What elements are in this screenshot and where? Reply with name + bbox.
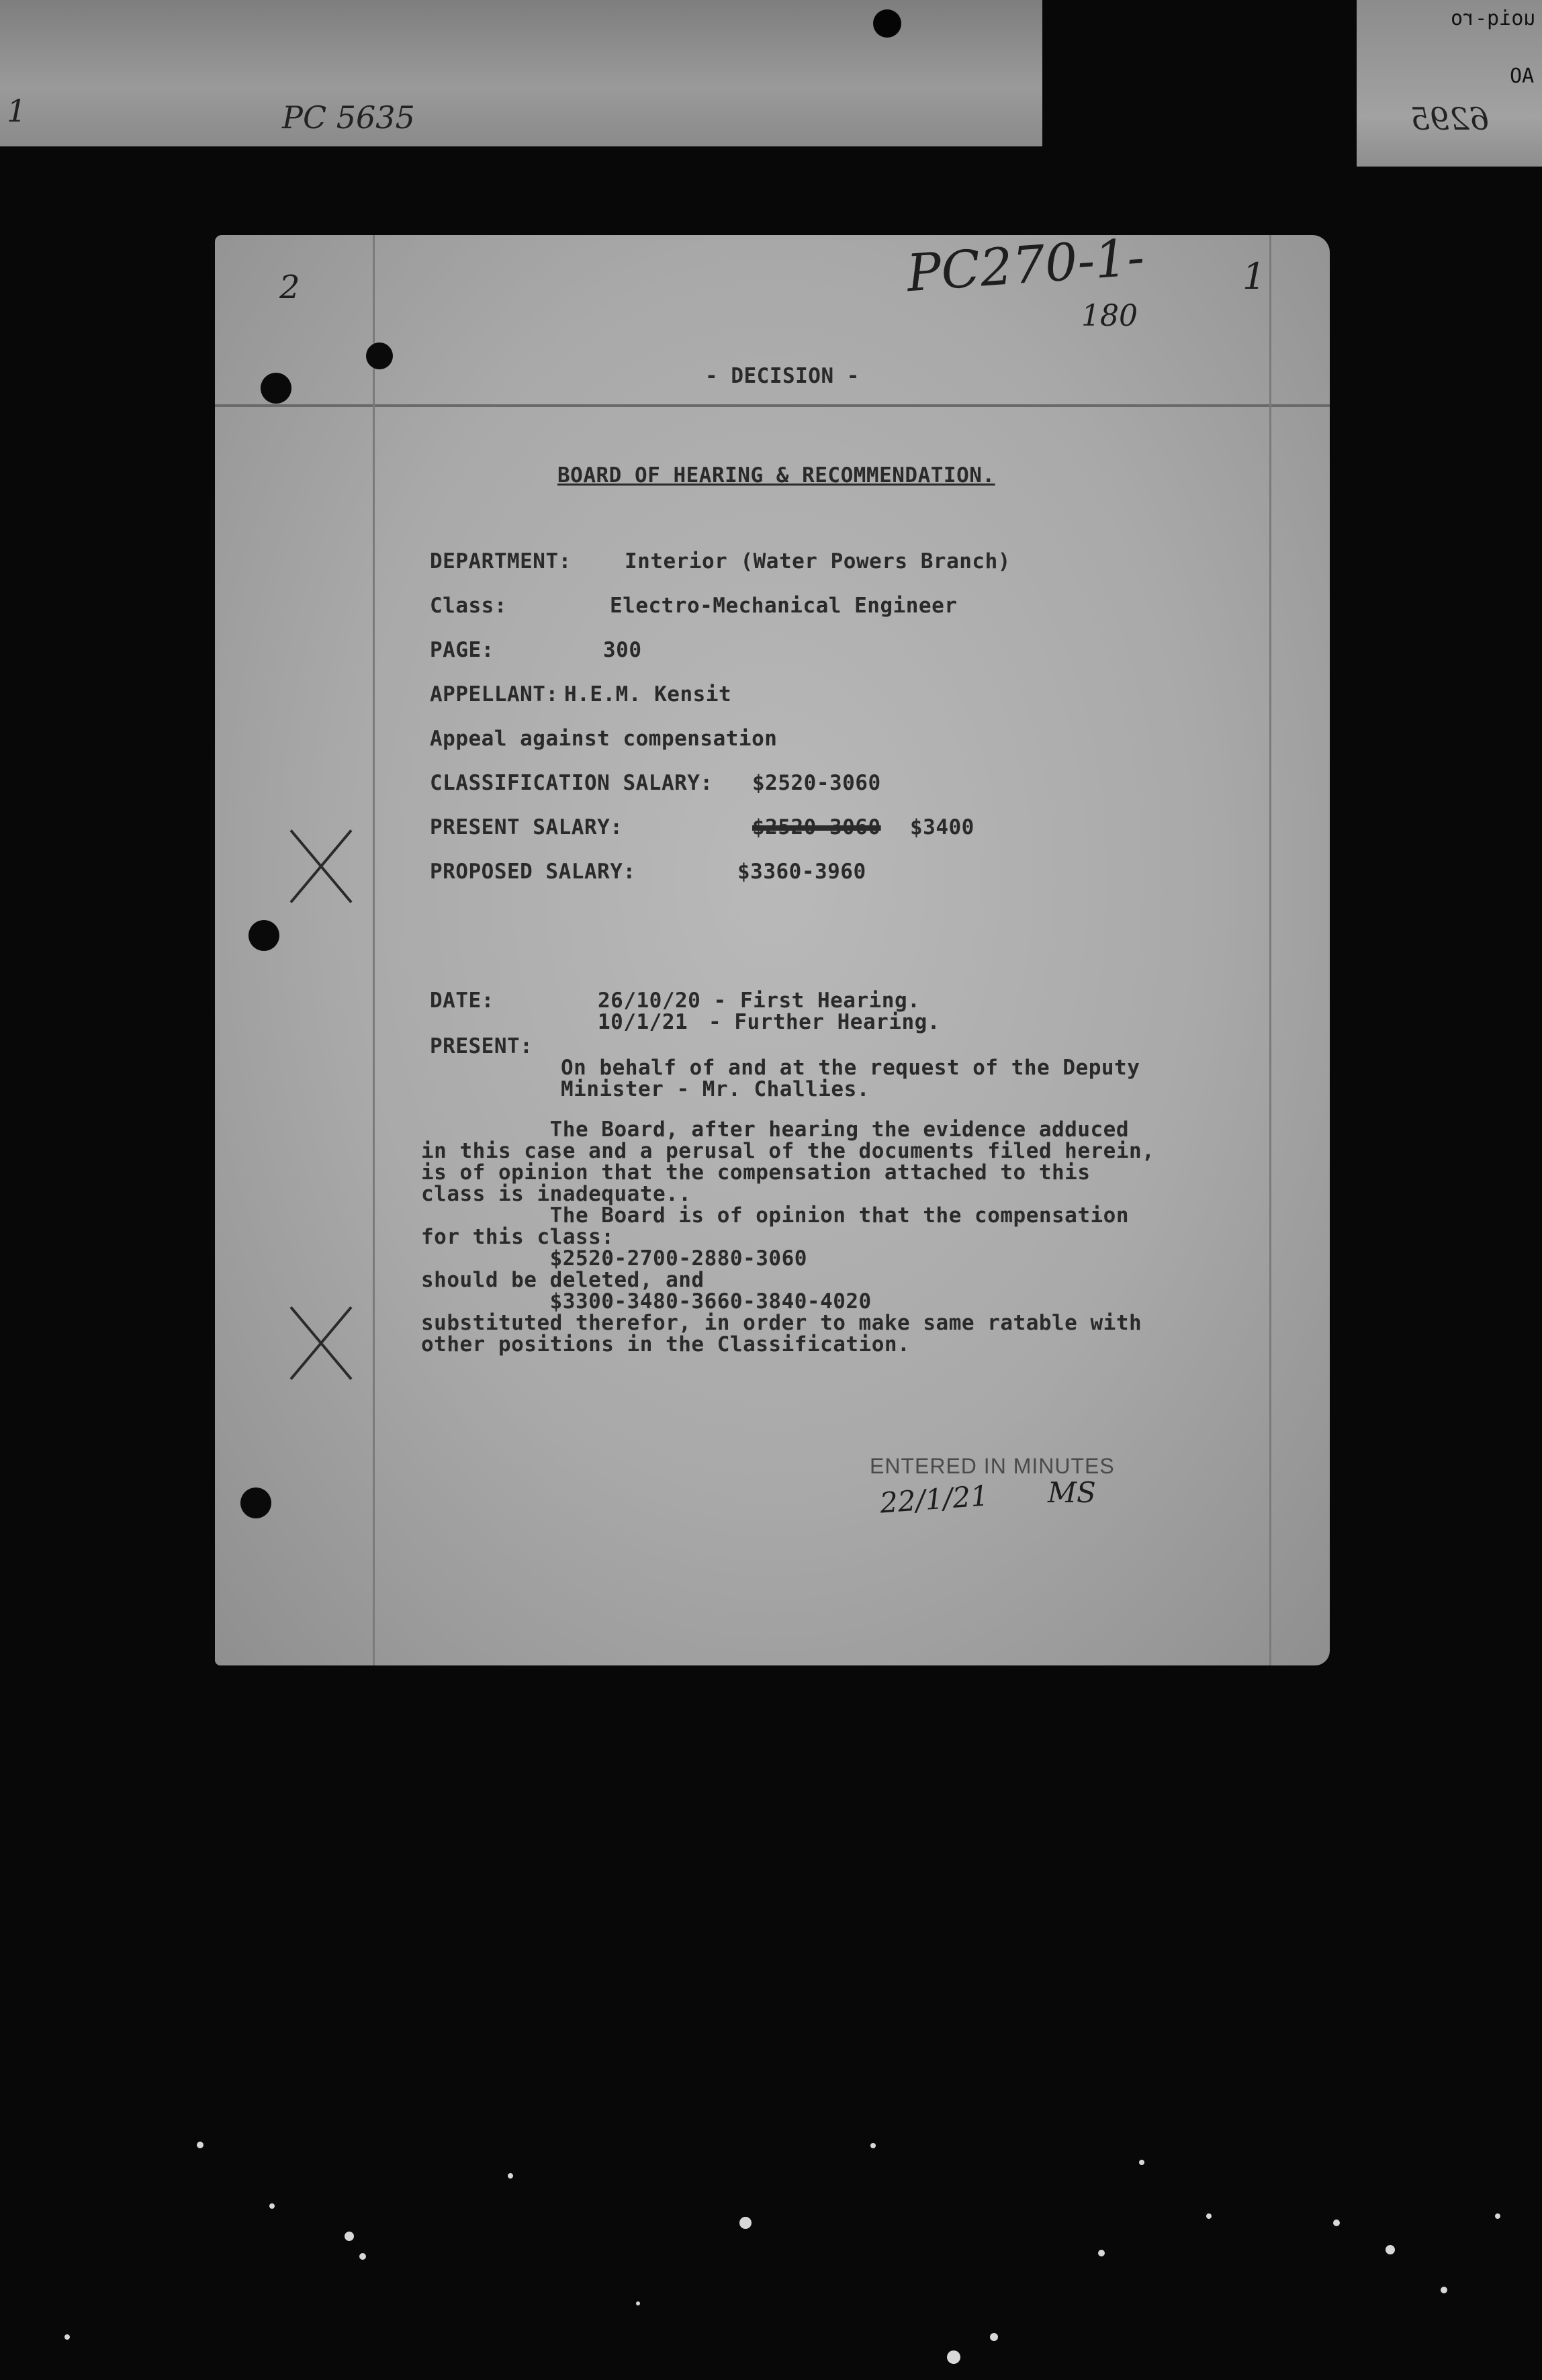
decision-line: should be deleted, and xyxy=(421,1268,705,1292)
decision-line: The Board, after hearing the evidence adduced xyxy=(421,1117,1129,1142)
present-line-2: Minister - Mr. Challies. xyxy=(561,1077,870,1101)
document-title: BOARD OF HEARING & RECOMMENDATION. xyxy=(557,463,995,488)
present-salary-struck: $2520-3060 xyxy=(752,815,881,839)
proposed-salary-value: $3360-3960 xyxy=(737,860,866,884)
mirrored-text: AO xyxy=(1510,64,1535,88)
appellant-value: H.E.M. Kensit xyxy=(564,682,732,706)
right-margin-rule xyxy=(1269,235,1271,1665)
present-label: PRESENT: xyxy=(430,1034,533,1058)
page-value: 300 xyxy=(603,638,642,662)
margin-mark: 1 xyxy=(7,93,27,129)
document-page xyxy=(215,226,1330,1665)
hearing-date-1-note: First Hearing. xyxy=(740,989,921,1013)
punch-hole xyxy=(366,342,393,369)
stamp-initials: MS xyxy=(1048,1476,1096,1509)
classification-salary-label: CLASSIFICATION SALARY: xyxy=(430,771,713,795)
decision-line: $3300-3480-3660-3840-4020 xyxy=(421,1289,872,1314)
handwritten-file-number: PC 5635 xyxy=(282,99,415,136)
handwritten-file-sub: 180 xyxy=(1081,299,1138,333)
date-label: DATE: xyxy=(430,989,494,1013)
decision-line: The Board is of opinion that the compensation xyxy=(421,1203,1129,1228)
margin-x-mark xyxy=(287,1303,355,1383)
proposed-salary-label: PROPOSED SALARY: xyxy=(430,860,636,884)
present-line-1: On behalf of and at the request of the Deputy xyxy=(561,1056,1140,1080)
present-salary-label: PRESENT SALARY: xyxy=(430,815,623,839)
hearing-date-2-note: - Further Hearing. xyxy=(709,1010,940,1034)
decision-line: in this case and a perusal of the documents filed herein, xyxy=(421,1139,1155,1163)
decision-line: other positions in the Classification. xyxy=(421,1332,911,1357)
appeal-text: Appeal against compensation xyxy=(430,727,778,751)
entered-in-minutes-stamp: ENTERED IN MINUTES xyxy=(870,1454,1115,1478)
handwritten-file-number: 6295 xyxy=(1410,101,1490,137)
handwritten-file-number: PC270-1- xyxy=(905,226,1146,304)
classification-salary-value: $2520-3060 xyxy=(752,771,881,795)
left-margin-rule xyxy=(373,235,375,1665)
corner-mark: 2 xyxy=(279,269,300,306)
punch-hole xyxy=(261,373,291,404)
punch-hole xyxy=(248,920,279,951)
page-label: PAGE: xyxy=(430,638,494,662)
stamp-date: 22/1/21 xyxy=(878,1479,990,1520)
decision-line: substituted therefor, in order to make same ratable with xyxy=(421,1311,1142,1335)
department-label: DEPARTMENT: xyxy=(430,549,572,574)
decision-line: class is inadequate.. xyxy=(421,1182,692,1206)
department-value: Interior (Water Powers Branch) xyxy=(625,549,1011,574)
hearing-date-2: 10/1/21 xyxy=(598,1010,688,1034)
film-specks xyxy=(0,2136,1542,2380)
adjacent-frame-right xyxy=(1357,0,1542,167)
class-label: Class: xyxy=(430,594,507,618)
decision-line: $2520-2700-2880-3060 xyxy=(421,1246,807,1271)
decision-line: is of opinion that the compensation attached to this xyxy=(421,1160,1091,1185)
punch-hole xyxy=(240,1488,271,1518)
page-mark: 1 xyxy=(1242,255,1266,298)
appellant-label: APPELLANT: xyxy=(430,682,559,706)
mirrored-text: uoiq-ro xyxy=(1451,7,1536,30)
margin-x-mark xyxy=(287,826,355,907)
class-value: Electro-Mechanical Engineer xyxy=(610,594,958,618)
adjacent-frame-left xyxy=(0,0,1042,146)
punch-hole xyxy=(873,9,901,38)
document-header: - DECISION - xyxy=(705,364,860,388)
hearing-date-1: 26/10/20 - xyxy=(598,989,727,1013)
decision-line: for this class: xyxy=(421,1225,615,1249)
present-salary-value: $3400 xyxy=(910,815,974,839)
header-rule xyxy=(215,404,1330,407)
